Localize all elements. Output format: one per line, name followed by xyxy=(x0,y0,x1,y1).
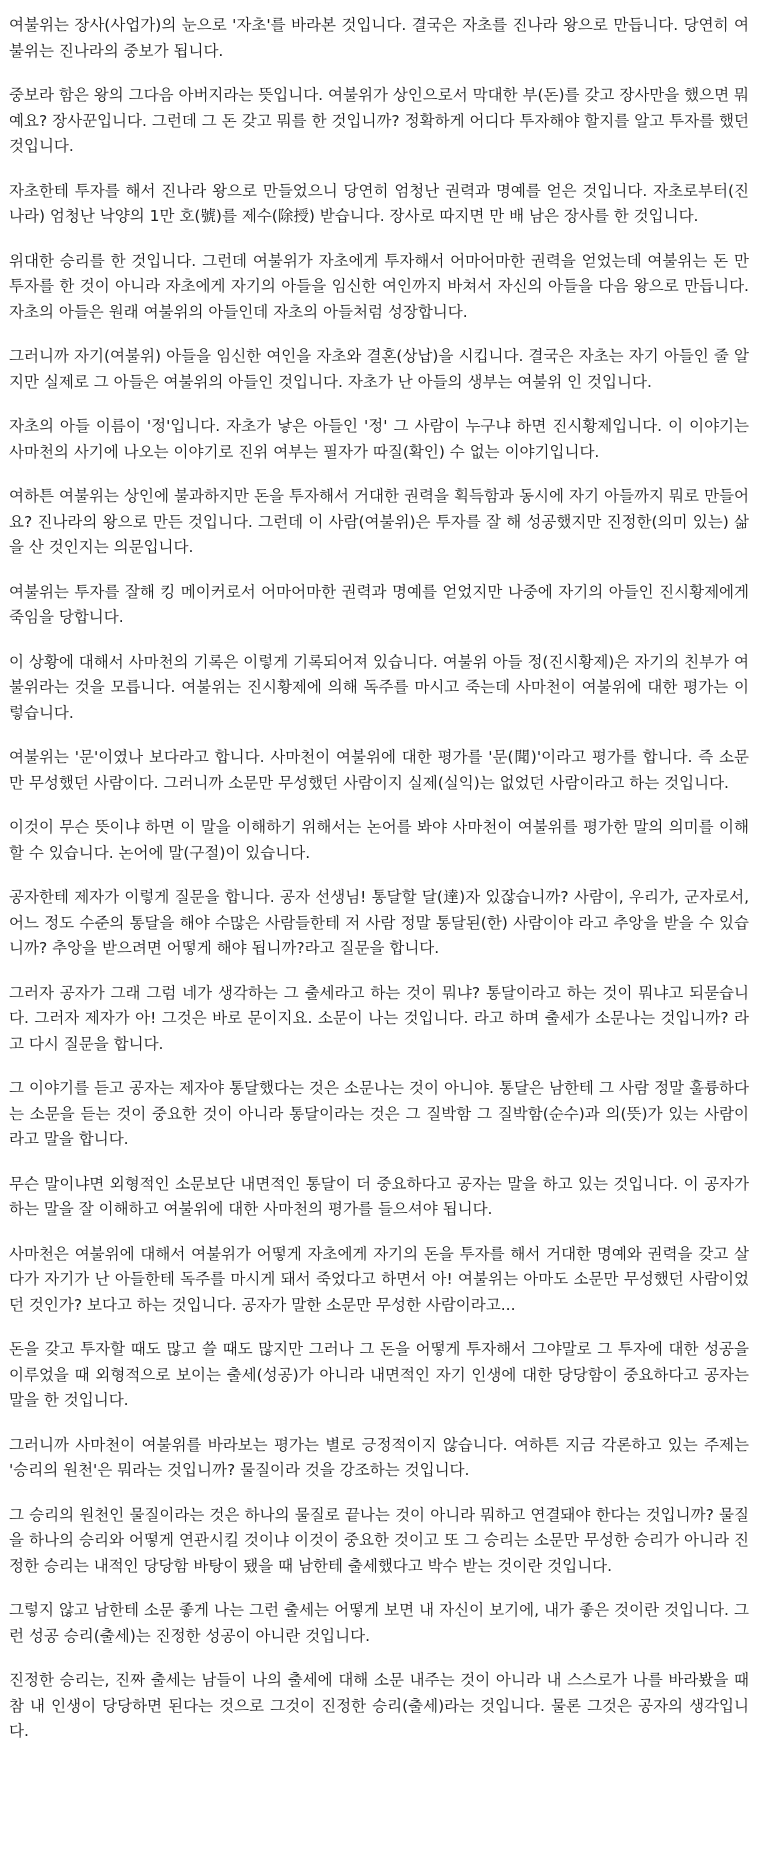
paragraph-18: 그러니까 사마천이 여불위를 바라보는 평가는 별로 긍정적이지 않습니다. 여하튼 지금 각론하고 있는 주제는 '승리의 원천'은 뭐라는 것입니까? 물질이라 것을 강조하는 것입니다. xyxy=(9,1435,749,1479)
paragraph-11: 이것이 무슨 뜻이냐 하면 이 말을 이해하기 위해서는 논어를 봐야 사마천이 여불위를 평가한 말의 의미를 이해 할 수 있습니다. 논어에 말(구절)이 있습니다. xyxy=(9,818,749,862)
paragraph-10: 여불위는 '문'이였나 보다라고 합니다. 사마천이 여불위에 대한 평가를 '문(聞)'이라고 평가를 합니다. 즉 소문만 무성했던 사람이다. 그러니까 소문만 무성했던 사람이지 실제(실익)는 없었던 사람이라고 하는 것입니다. xyxy=(9,748,749,792)
paragraph-3: 자초한테 투자를 해서 진나라 왕으로 만들었으니 당연히 엄청난 권력과 명예를 얻은 것입니다. 자초로부터(진나라) 엄청난 낙양의 1만 호(號)를 제수(除授) 받습니다. 장사로 따지면 만 배 남은 장사를 한 것입니다. xyxy=(9,181,749,225)
paragraph-1: 여불위는 장사(사업가)의 눈으로 '자초'를 바라본 것입니다. 결국은 자초를 진나라 왕으로 만듭니다. 당연히 여불위는 진나라의 중보가 됩니다. xyxy=(9,16,749,60)
paragraph-9: 이 상황에 대해서 사마천의 기록은 이렇게 기록되어져 있습니다. 여불위 아들 정(진시황제)은 자기의 친부가 여불위라는 것을 모릅니다. 여불위는 진시황제에 의해 독주를 마시고 죽는데 사마천이 여불위에 대한 평가는 이렇습니다. xyxy=(9,652,749,722)
paragraph-2: 중보라 함은 왕의 그다음 아버지라는 뜻입니다. 여불위가 상인으로서 막대한 부(돈)를 갖고 장사만을 했으면 뭐예요? 장사꾼입니다. 그런데 그 돈 갖고 뭐를 한 것입니까? 정확하게 어디다 투자해야 할지를 알고 투자를 했던 것입니다. xyxy=(9,86,749,155)
paragraph-17: 돈을 갖고 투자할 때도 많고 쓸 때도 많지만 그러나 그 돈을 어떻게 투자해서 그야말로 그 투자에 대한 성공을 이루었을 때 외형적으로 보이는 출세(성공)가 아니라 내면적인 자기 인생에 대한 당당함이 중요하다고 공자는 말을 한 것입니다. xyxy=(9,1340,749,1409)
paragraph-13: 그러자 공자가 그래 그럼 네가 생각하는 그 출세라고 하는 것이 뭐냐? 통달이라고 하는 것이 뭐냐고 되묻습니다. 그러자 제자가 아! 그것은 바로 문이지요. 소문이 나는 것입니다. 라고 하며 출세가 소문나는 것입니까? 라고 다시 질문을 합니다. xyxy=(9,983,749,1053)
paragraph-14: 그 이야기를 듣고 공자는 제자야 통달했다는 것은 소문나는 것이 아니야. 통달은 남한테 그 사람 정말 훌륭하다는 소문을 듣는 것이 중요한 것이 아니라 통달이라는 것은 그 질박함 그 질박함(순수)과 의(뜻)가 있는 사람이라고 말을 합니다. xyxy=(9,1079,749,1148)
paragraph-16: 사마천은 여불위에 대해서 여불위가 어떻게 자초에게 자기의 돈을 투자를 해서 거대한 명예와 권력을 갖고 살다가 자기가 난 아들한테 독주를 마시게 돼서 죽었다고 하면서 아! 여불위는 아마도 소문만 무성했던 사람이었던 것인가? 보다고 하는 것입니다. 공자가 말한 소문만 무성한 사람이라고... xyxy=(9,1244,749,1314)
paragraph-12: 공자한테 제자가 이렇게 질문을 합니다. 공자 선생님! 통달할 달(達)자 있잖습니까? 사람이, 우리가, 군자로서, 어느 정도 수준의 통달을 해야 수많은 사람들한테 저 사람 정말 통달된(한) 사람이야 라고 추앙을 받을 수 있습니까? 추앙을 받으려면 어떻게 해야 됩니까?라고 질문을 합니다. xyxy=(9,888,749,957)
paragraph-20: 그렇지 않고 남한테 소문 좋게 나는 그런 출세는 어떻게 보면 내 자신이 보기에, 내가 좋은 것이란 것입니다. 그런 성공 승리(출세)는 진정한 성공이 아니란 것입니다. xyxy=(9,1601,749,1645)
paragraph-7: 여하튼 여불위는 상인에 불과하지만 돈을 투자해서 거대한 권력을 획득함과 동시에 자기 아들까지 뭐로 만들어요? 진나라의 왕으로 만든 것입니다. 그런데 이 사람(여불위)은 투자를 잘 해 성공했지만 진정한(의미 있는) 삶을 산 것인지는 의문입니다. xyxy=(9,487,749,556)
paragraph-4: 위대한 승리를 한 것입니다. 그런데 여불위가 자초에게 투자해서 어마어마한 권력을 얻었는데 여불위는 돈 만 투자를 한 것이 아니라 자초에게 자기의 아들을 임신한 여인까지 바쳐서 자신의 아들을 다음 왕으로 만듭니다. 자초의 아들은 원래 여불위의 아들인데 자초의 아들처럼 성장합니다. xyxy=(9,251,749,321)
paragraph-5: 그러니까 자기(여불위) 아들을 임신한 여인을 자초와 결혼(상납)을 시킵니다. 결국은 자초는 자기 아들인 줄 알지만 실제로 그 아들은 여불위의 아들인 것입니다. 자초가 난 아들의 생부는 여불위 인 것입니다. xyxy=(9,347,749,391)
paragraph-6: 자초의 아들 이름이 '정'입니다. 자초가 낳은 아들인 '정' 그 사람이 누구냐 하면 진시황제입니다. 이 이야기는 사마천의 사기에 나오는 이야기로 진위 여부는 필자가 따질(확인) 수 없는 이야기입니다. xyxy=(9,417,749,461)
paragraph-21: 진정한 승리는, 진짜 출세는 남들이 나의 출세에 대해 소문 내주는 것이 아니라 내 스스로가 나를 바라봤을 때 참 내 인생이 당당하면 된다는 것으로 그것이 진정한 승리(출세)라는 것입니다. 물론 그것은 공자의 생각입니다. xyxy=(9,1671,749,1740)
paragraph-19: 그 승리의 원천인 물질이라는 것은 하나의 물질로 끝나는 것이 아니라 뭐하고 연결돼야 한다는 것입니까? 물질을 하나의 승리와 어떻게 연관시킬 것이냐 이것이 중요한 것이고 또 그 승리는 소문만 무성한 승리가 아니라 진정한 승리는 내적인 당당함 바탕이 됐을 때 남한테 출세했다고 박수 받는 것이란 것입니다. xyxy=(9,1505,749,1575)
paragraph-8: 여불위는 투자를 잘해 킹 메이커로서 어마어마한 권력과 명예를 얻었지만 나중에 자기의 아들인 진시황제에게 죽임을 당합니다. xyxy=(9,582,749,626)
paragraph-15: 무슨 말이냐면 외형적인 소문보단 내면적인 통달이 더 중요하다고 공자는 말을 하고 있는 것입니다. 이 공자가 하는 말을 잘 이해하고 여불위에 대한 사마천의 평가를 들으셔야 됩니다. xyxy=(9,1174,749,1218)
